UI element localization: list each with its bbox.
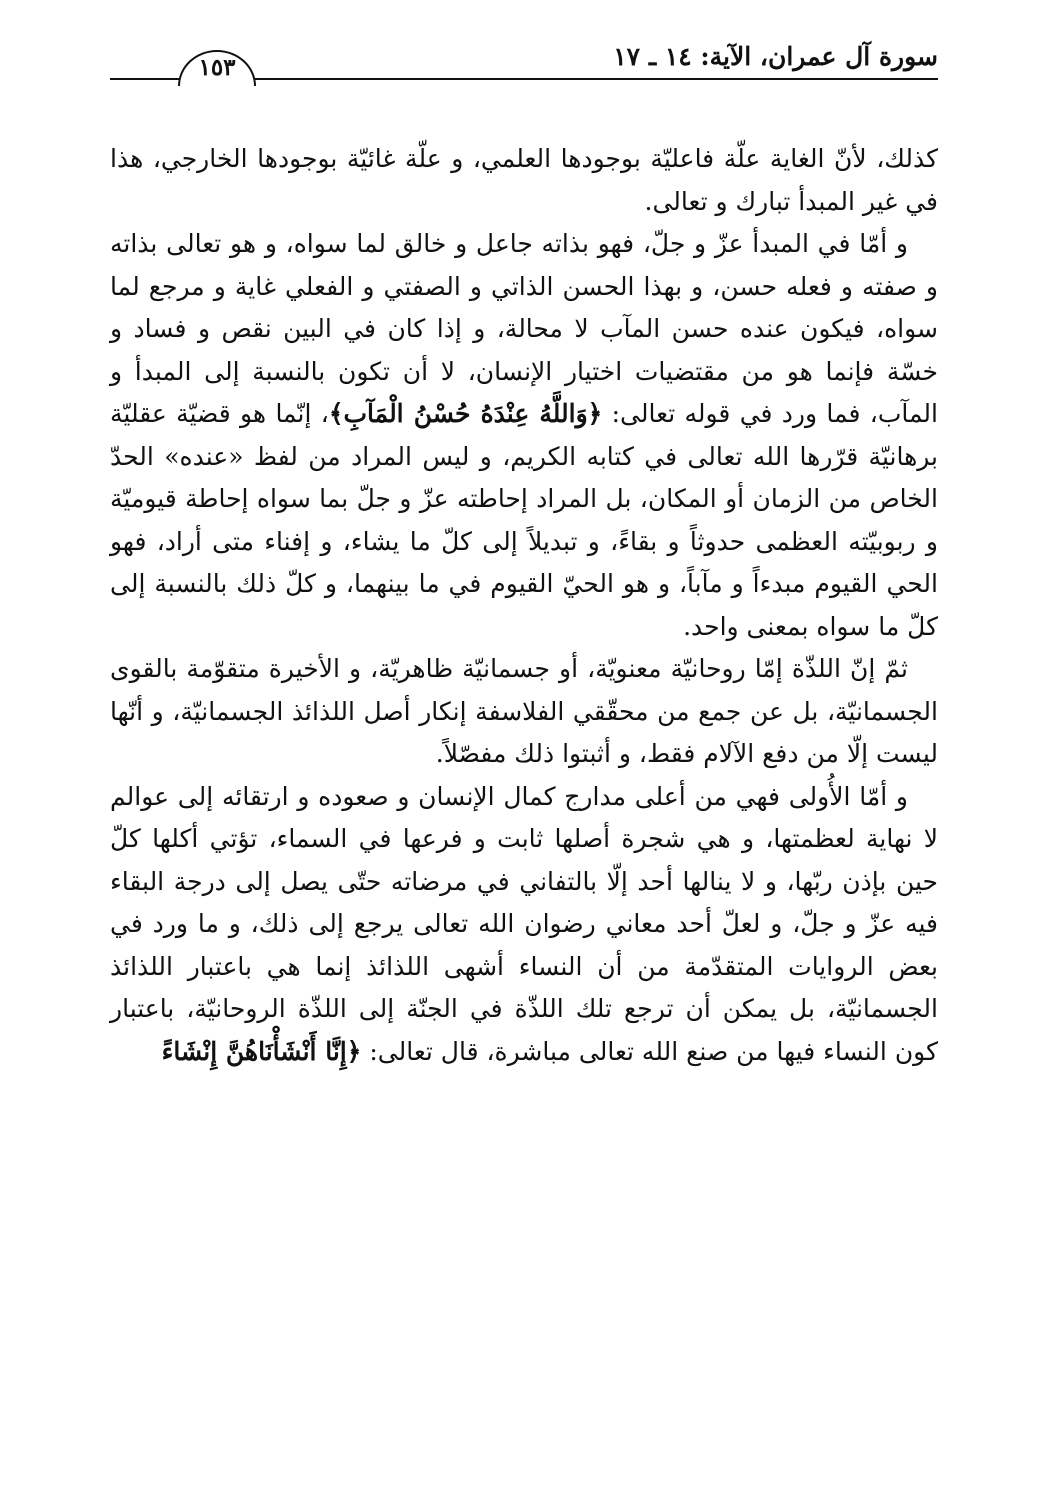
paragraph-3-text: ثمّ إنّ اللذّة إمّا روحانيّة معنويّة، أو جسمانيّة ظاهريّة، و الأخيرة متقوّمة بالقوى الجسمانيّة، بل عن جمع من محقّقي الفلاسفة إنكار أصل اللذائذ الجسمانيّة، و أنّها ليست إلّا من دفع الآلام فقط، و أثبتوا ذلك مفصّلاً. — [110, 654, 938, 768]
paragraph-3 — [110, 648, 938, 776]
header-title: سورة آل عمران، الآية: ١٤ ـ ١٧ — [613, 42, 938, 71]
page-number-badge — [178, 50, 256, 86]
paragraph-4 — [110, 776, 938, 1074]
quran-verse-2: ﴿إِنَّا أَنْشَأْنَاهُنَّ إِنْشَاءً — [161, 1036, 362, 1066]
paragraph-1-text: كذلك، لأنّ الغاية علّة فاعليّة بوجودها العلمي، و علّة غائيّة بوجودها الخارجي، هذا في غير المبدأ تبارك و تعالى. — [110, 144, 938, 216]
page-number: ١٥٣ — [198, 54, 236, 81]
body-text — [110, 138, 938, 1073]
quran-verse-1: ﴿وَاللَّهُ عِنْدَهُ حُسْنُ الْمَآبِ﴾ — [328, 399, 603, 428]
paragraph-2-text-b: ، إنّما هو قضيّة عقليّة برهانيّة قرّرها الله تعالى في كتابه الكريم، و ليس المراد من لفظ «عنده» الحدّ الخاص من الزمان أو المكان، بل المراد إحاطته عزّ و جلّ بما سواه إحاطة قيوميّة و ربوبيّته العظمى حدوثاً و بقاءً، و تبديلاً إلى كلّ ما يشاء، و إفناء متى أراد، فهو الحي القيوم مبدءاً و مآباً، و هو الحيّ القيوم في ما بينهما، و كلّ ذلك بالنسبة إلى كلّ ما سواه بمعنى واحد. — [110, 399, 938, 641]
paragraph-2-text-a: و أمّا في المبدأ عزّ و جلّ، فهو بذاته جاعل و خالق لما سواه، و هو تعالى بذاته و صفته و فعله حسن، و بهذا الحسن الذاتي و الصفتي و الفعلي غاية و مرجع لما سواه، فيكون عنده حسن المآب لا محالة، و إذا كان في البين نقص و فساد و خسّة فإنما هو من مقتضيات اختيار الإنسان، لا أن تكون بالنسبة إلى المبدأ و المآب، فما ورد في قوله تعالى: — [110, 229, 938, 428]
paragraph-1 — [110, 138, 938, 223]
running-header — [110, 40, 938, 82]
paragraph-4-text: و أمّا الأُولى فهي من أعلى مدارج كمال الإنسان و صعوده و ارتقائه إلى عوالم لا نهاية لعظمتها، و هي شجرة أصلها ثابت و فرعها في السماء، تؤتي أكلها كلّ حين بإذن ربّها، و لا ينالها أحد إلّا بالتفاني في مرضاته حتّى يصل إلى درجة البقاء فيه عزّ و جلّ، و لعلّ أحد معاني رضوان الله تعالى يرجع إلى ذلك، و ما ورد في بعض الروايات المتقدّمة من أن النساء أشهى اللذائذ إنما هي باعتبار اللذائذ الجسمانيّة، بل يمكن أن ترجع تلك اللذّة في الجنّة إلى اللذّة الروحانيّة، باعتبار كون النساء فيها من صنع الله تعالى مباشرة، قال تعالى: — [110, 781, 938, 1066]
paragraph-2 — [110, 223, 938, 648]
